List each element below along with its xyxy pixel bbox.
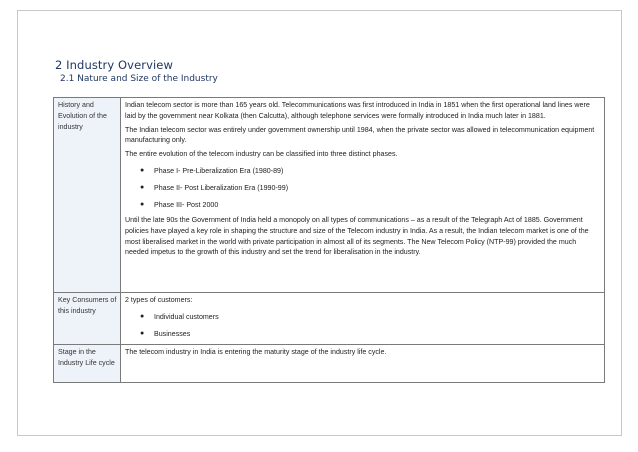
paragraph: Indian telecom sector is more than 165 years old. Telecommunications was first introduced in India in 1851 when the first operational land lines were laid by the government near Kolkata (then Calcutta), although telephone services were formally introduced in India much later in 1881. — [125, 101, 590, 120]
row-content — [121, 98, 605, 293]
table-row — [54, 98, 605, 293]
row-label: History and Evolution of the industry — [54, 98, 121, 293]
bullet-icon: ● — [140, 183, 145, 191]
list-item: ● Phase III- Post 2000 — [140, 200, 219, 209]
phase-list — [125, 166, 601, 211]
paragraph: The Indian telecom sector was entirely under government ownership until 1984, when the private sector was allowed in telecommunication equipment manufacturing only. — [125, 125, 595, 145]
list-item: ● Businesses — [140, 329, 191, 338]
section-subheading: 2.1 Nature and Size of the Industry — [60, 74, 218, 84]
overview-table — [53, 97, 605, 383]
list-item: ● Phase I- Pre-Liberalization Era (1980-89) — [140, 166, 284, 175]
table-row — [54, 344, 605, 382]
row-label: Stage in the Industry Life cycle — [54, 344, 121, 382]
bullet-icon: ● — [140, 329, 145, 337]
bullet-icon: ● — [140, 312, 145, 320]
bullet-icon: ● — [140, 166, 145, 174]
bullet-icon: ● — [140, 200, 145, 208]
paragraph: The telecom industry in India is entering the maturity stage of the industry life cycle. — [125, 347, 387, 356]
list-item: ● Phase II- Post Liberalization Era (1990-99) — [140, 183, 289, 192]
row-content — [121, 344, 605, 382]
list-item: ● Individual customers — [140, 312, 219, 321]
paragraph: The entire evolution of the telecom industry can be classified into three distinct phases. — [125, 150, 398, 159]
paragraph: 2 types of customers: — [125, 296, 193, 304]
paragraph: Until the late 90s the Government of India held a monopoly on all types of communications – as a result of the Telegraph Act of 1885. Government policies have played a key role in shaping the structure and size of the Telecom industry in India. As a result, the Indian telecom market is one of the most liberalised market in the world with private participation in almost all of its segments. The New Telecom Policy (NTP-99) provided the much needed impetus to the growth of this industry and set the trend for liberalisation in the industry. — [125, 215, 589, 257]
row-label: Key Consumers of this industry — [54, 293, 121, 345]
customer-list — [125, 312, 601, 340]
row-content — [121, 293, 605, 345]
table-row — [54, 293, 605, 345]
section-heading: 2 Industry Overview — [55, 58, 173, 72]
